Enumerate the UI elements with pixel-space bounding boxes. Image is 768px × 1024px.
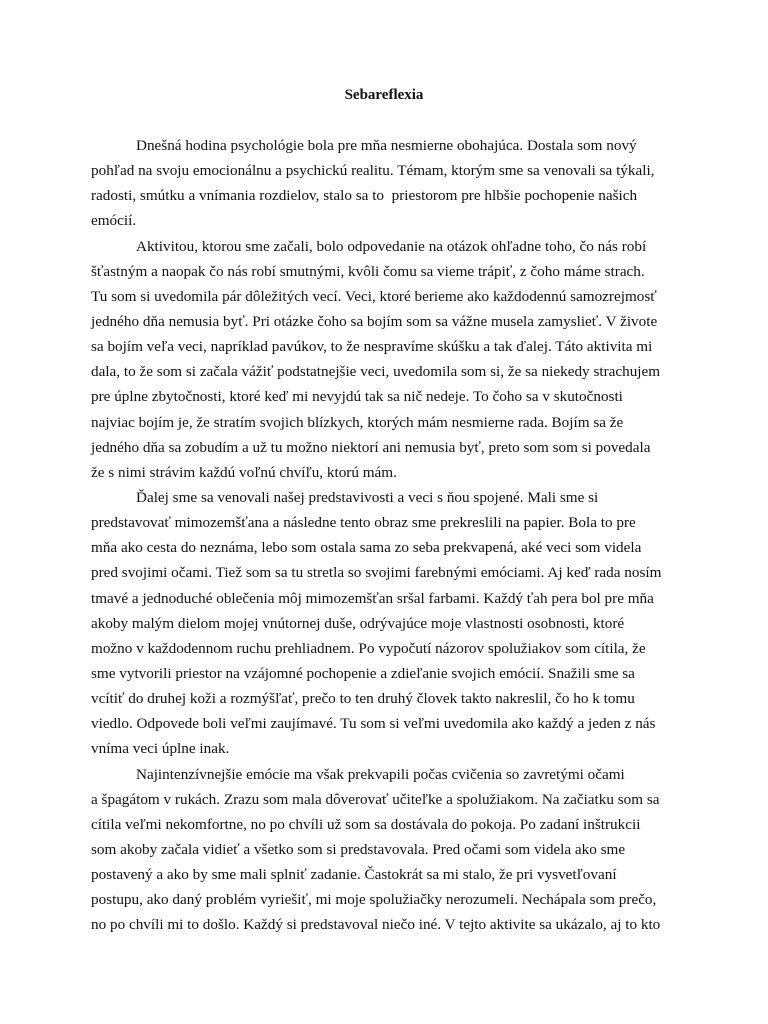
text-line: a špagátom v rukách. Zrazu som mala dôverovať učiteľke a spolužiakom. Na začiatku som sa — [91, 790, 660, 808]
text-line: postupu, ako daný problém vyriešiť, mi moje spolužiačky nerozumeli. Nechápala som prečo, — [91, 891, 657, 909]
text-line: Dnešná hodina psychológie bola pre mňa nesmierne obohajúca. Dostala som nový — [136, 137, 637, 154]
text-line: cítila veľmi nekomfortne, no po chvíli už som sa dostávala do pokoja. Po zadaní inštrukcii — [91, 815, 641, 833]
text-line: radosti, smútku a vnímania rozdielov, stalo sa to priestorom pre hlbšie pochopenie našich — [91, 187, 638, 205]
text-line: Ďalej sme sa venovali našej predstavivosti a veci s ňou spojené. Mali sme si — [136, 488, 599, 506]
text-line: jedného dňa sa zobudím a už tu možno niektorí ani nemusia byť, preto som som si povedala — [91, 438, 651, 456]
text-line: som akoby začala vidieť a všetko som si predstavovala. Pred očami som videla ako sme — [91, 840, 626, 858]
text-line: mňa ako cesta do neznáma, lebo som ostala sama zo seba prekvapená, aké veci som videla — [91, 539, 642, 557]
text-line: jedného dňa nemusia byť. Pri otázke čoho sa bojím som sa vážne musela zamyslieť. V živote — [91, 312, 658, 330]
text-line: sme vytvorili priestor na vzájomné pochopenie a zdieľanie svojich emócií. Snažili sme sa — [91, 664, 635, 682]
page-title: Sebareflexia — [344, 87, 424, 103]
text-line: akoby malým dielom mojej vnútornej duše, odrývajúce moje vlastnosti osobnosti, ktoré — [91, 614, 625, 632]
text-line: vníma veci úplne inak. — [91, 740, 230, 758]
text-line: tmavé a jednoduché oblečenia môj mimozemšťan sršal farbami. Každý ťah pera bol pre mňa — [91, 589, 654, 607]
text-line: viedlo. Odpovede boli veľmi zaujímavé. Tu som si veľmi uvedomila ako každý a jeden z nás — [91, 715, 656, 733]
text-line: dala, to že som si začala vážiť podstatnejšie veci, uvedomila som si, že sa niekedy strachujem — [91, 363, 661, 381]
text-line: pred svojimi očami. Tiež som sa tu stretla so svojimi farebnými emóciami. Aj keď rada nosím — [91, 564, 662, 582]
text-line: pre úplne zbytočnosti, ktoré keď mi nevyjdú tak sa nič nedeje. To čoho sa v skutočnosti — [91, 388, 623, 406]
text-line: najviac bojím je, že stratím svojich blízkych, ktorých mám nesmierne rada. Bojím sa že — [91, 413, 624, 431]
text-line: možno v každodennom ruchu prehliadnem. Po vypočutí názorov spolužiakov som cítila, že — [91, 639, 646, 657]
text-line: pohľad na svoju emocionálnu a psychickú realitu. Témam, ktorým sme sa venovali sa týkali, — [91, 162, 655, 180]
text-line: emócií. — [91, 212, 137, 230]
text-line: postavený a ako by sme mali splniť zadanie. Častokrát sa mi stalo, že pri vysvetľovaní — [91, 866, 617, 884]
text-line: Tu som si uvedomila pár dôležitých vecí. Veci, ktoré berieme ako každodennú samozrejmosť — [91, 287, 657, 305]
text-line: vcítiť do druhej koži a rozmýšľať, prečo to ten druhý človek takto nakreslil, čo ho k tomu — [91, 690, 635, 708]
text-line: sa bojím veľa veci, napríklad pavúkov, to že nespravíme skúšku a tak ďalej. Táto aktivita mi — [91, 338, 653, 356]
text-line: no po chvíli mi to došlo. Každý si predstavoval niečo iné. V tejto aktivite sa ukázalo, aj to kto — [91, 916, 661, 934]
text-line: Najintenzívnejšie emócie ma však prekvapili počas cvičenia so zavretými očami — [136, 765, 625, 783]
text-line: šťastným a naopak čo nás robí smutnými, kvôli čomu sa vieme trápiť, z čoho máme strach. — [91, 262, 645, 280]
text-line: že s nimi strávim každú voľnú chvíľu, ktorú mám. — [91, 463, 397, 481]
document-body — [91, 133, 691, 938]
text-line: Aktivitou, ktorou sme začali, bolo odpovedanie na otázok ohľadne toho, čo nás robí — [136, 237, 647, 255]
text-line: predstavovať mimozemšťana a následne tento obraz sme prekreslili na papier. Bola to pre — [91, 514, 636, 532]
